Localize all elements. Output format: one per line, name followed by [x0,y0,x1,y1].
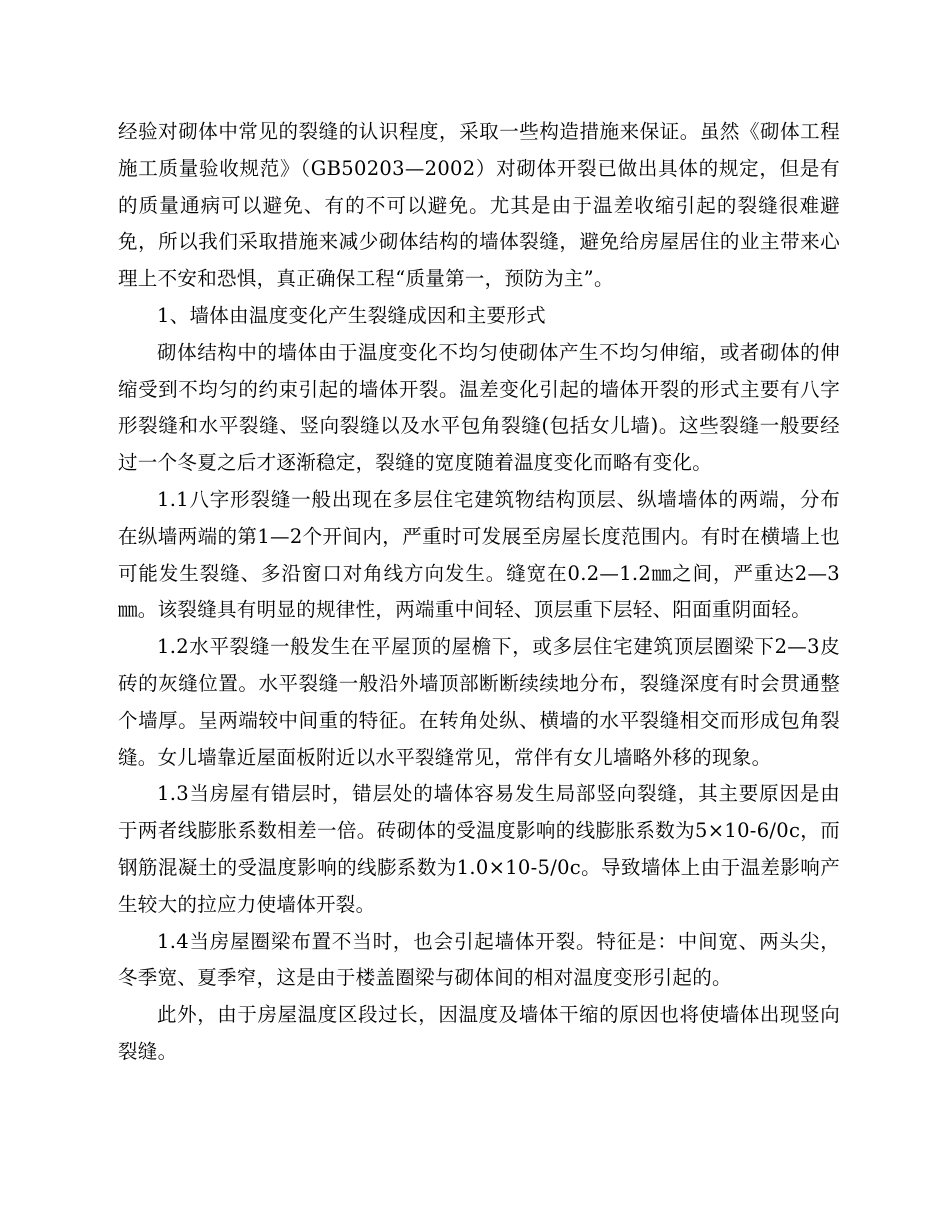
paragraph-additional-vertical-cracks: 此外，由于房屋温度区段过长，因温度及墙体干缩的原因也将使墙体出现竖向裂缝。 [118,1003,840,1063]
paragraph-1-1-eight-shaped-cracks: 1.1八字形裂缝一般出现在多层住宅建筑物结构顶层、纵墙墙体的两端，分布在纵墙两端的第1—2个开间内，严重时可发展至房屋长度范围内。有时在横墙上也可能发生裂缝、多沿窗口对角线方向发生。缝宽在0.2—1.2㎜之间，严重达2—3㎜。该裂缝具有明显的规律性，两端重中间轻、顶层重下层轻、阳面重阴面轻。 [118,487,840,622]
paragraph-intro-continued: 经验对砌体中常见的裂缝的认识程度，采取一些构造措施来保证。虽然《砌体工程施工质量验收规范》（GB50203—2002）对砌体开裂已做出具体的规定，但是有的质量通病可以避免、有的不可以避免。尤其是由于温差收缩引起的裂缝很难避免，所以我们采取措施来减少砌体结构的墙体裂缝，避免给房屋居住的业主带来心理上不安和恐惧，真正确保工程“质量第一，预防为主”。 [118,120,840,291]
paragraph-1-2-horizontal-cracks: 1.2水平裂缝一般发生在平屋顶的屋檐下，或多层住宅建筑顶层圈梁下2—3皮砖的灰缝位置。水平裂缝一般沿外墙顶部断断续续地分布，裂缝深度有时会贯通整个墙厚。呈两端较中间重的特征。在转角处纵、横墙的水平裂缝相交而形成包角裂缝。女儿墙靠近屋面板附近以水平裂缝常见，常伴有女儿墙略外移的现象。 [118,635,840,769]
document-body [118,114,840,1071]
paragraph-section-1-body: 砌体结构中的墙体由于温度变化不均匀使砌体产生不均匀伸缩，或者砌体的伸缩受到不均匀的约束引起的墙体开裂。温差变化引起的墙体开裂的形式主要有八字形裂缝和水平裂缝、竖向裂缝以及水平包角裂缝(包括女儿墙)。这些裂缝一般要经过一个冬夏之后才逐渐稳定，裂缝的宽度随着温度变化而略有变化。 [118,340,840,475]
paragraph-1-3-split-level-cracks: 1.3当房屋有错层时，错层处的墙体容易发生局部竖向裂缝，其主要原因是由于两者线膨胀系数相差一倍。砖砌体的受温度影响的线膨胀系数为5×10-6/0c，而钢筋混凝土的受温度影响的线膨系数为1.0×10-5/0c。导致墙体上由于温差影响产生较大的拉应力使墙体开裂。 [118,782,840,916]
paragraph-1-4-ring-beam-cracks: 1.4当房屋圈梁布置不当时，也会引起墙体开裂。特征是：中间宽、两头尖，冬季宽、夏季窄，这是由于楼盖圈梁与砌体间的相对温度变形引起的。 [118,929,840,990]
section-heading-1: 1、墙体由温度变化产生裂缝成因和主要形式 [157,303,546,327]
